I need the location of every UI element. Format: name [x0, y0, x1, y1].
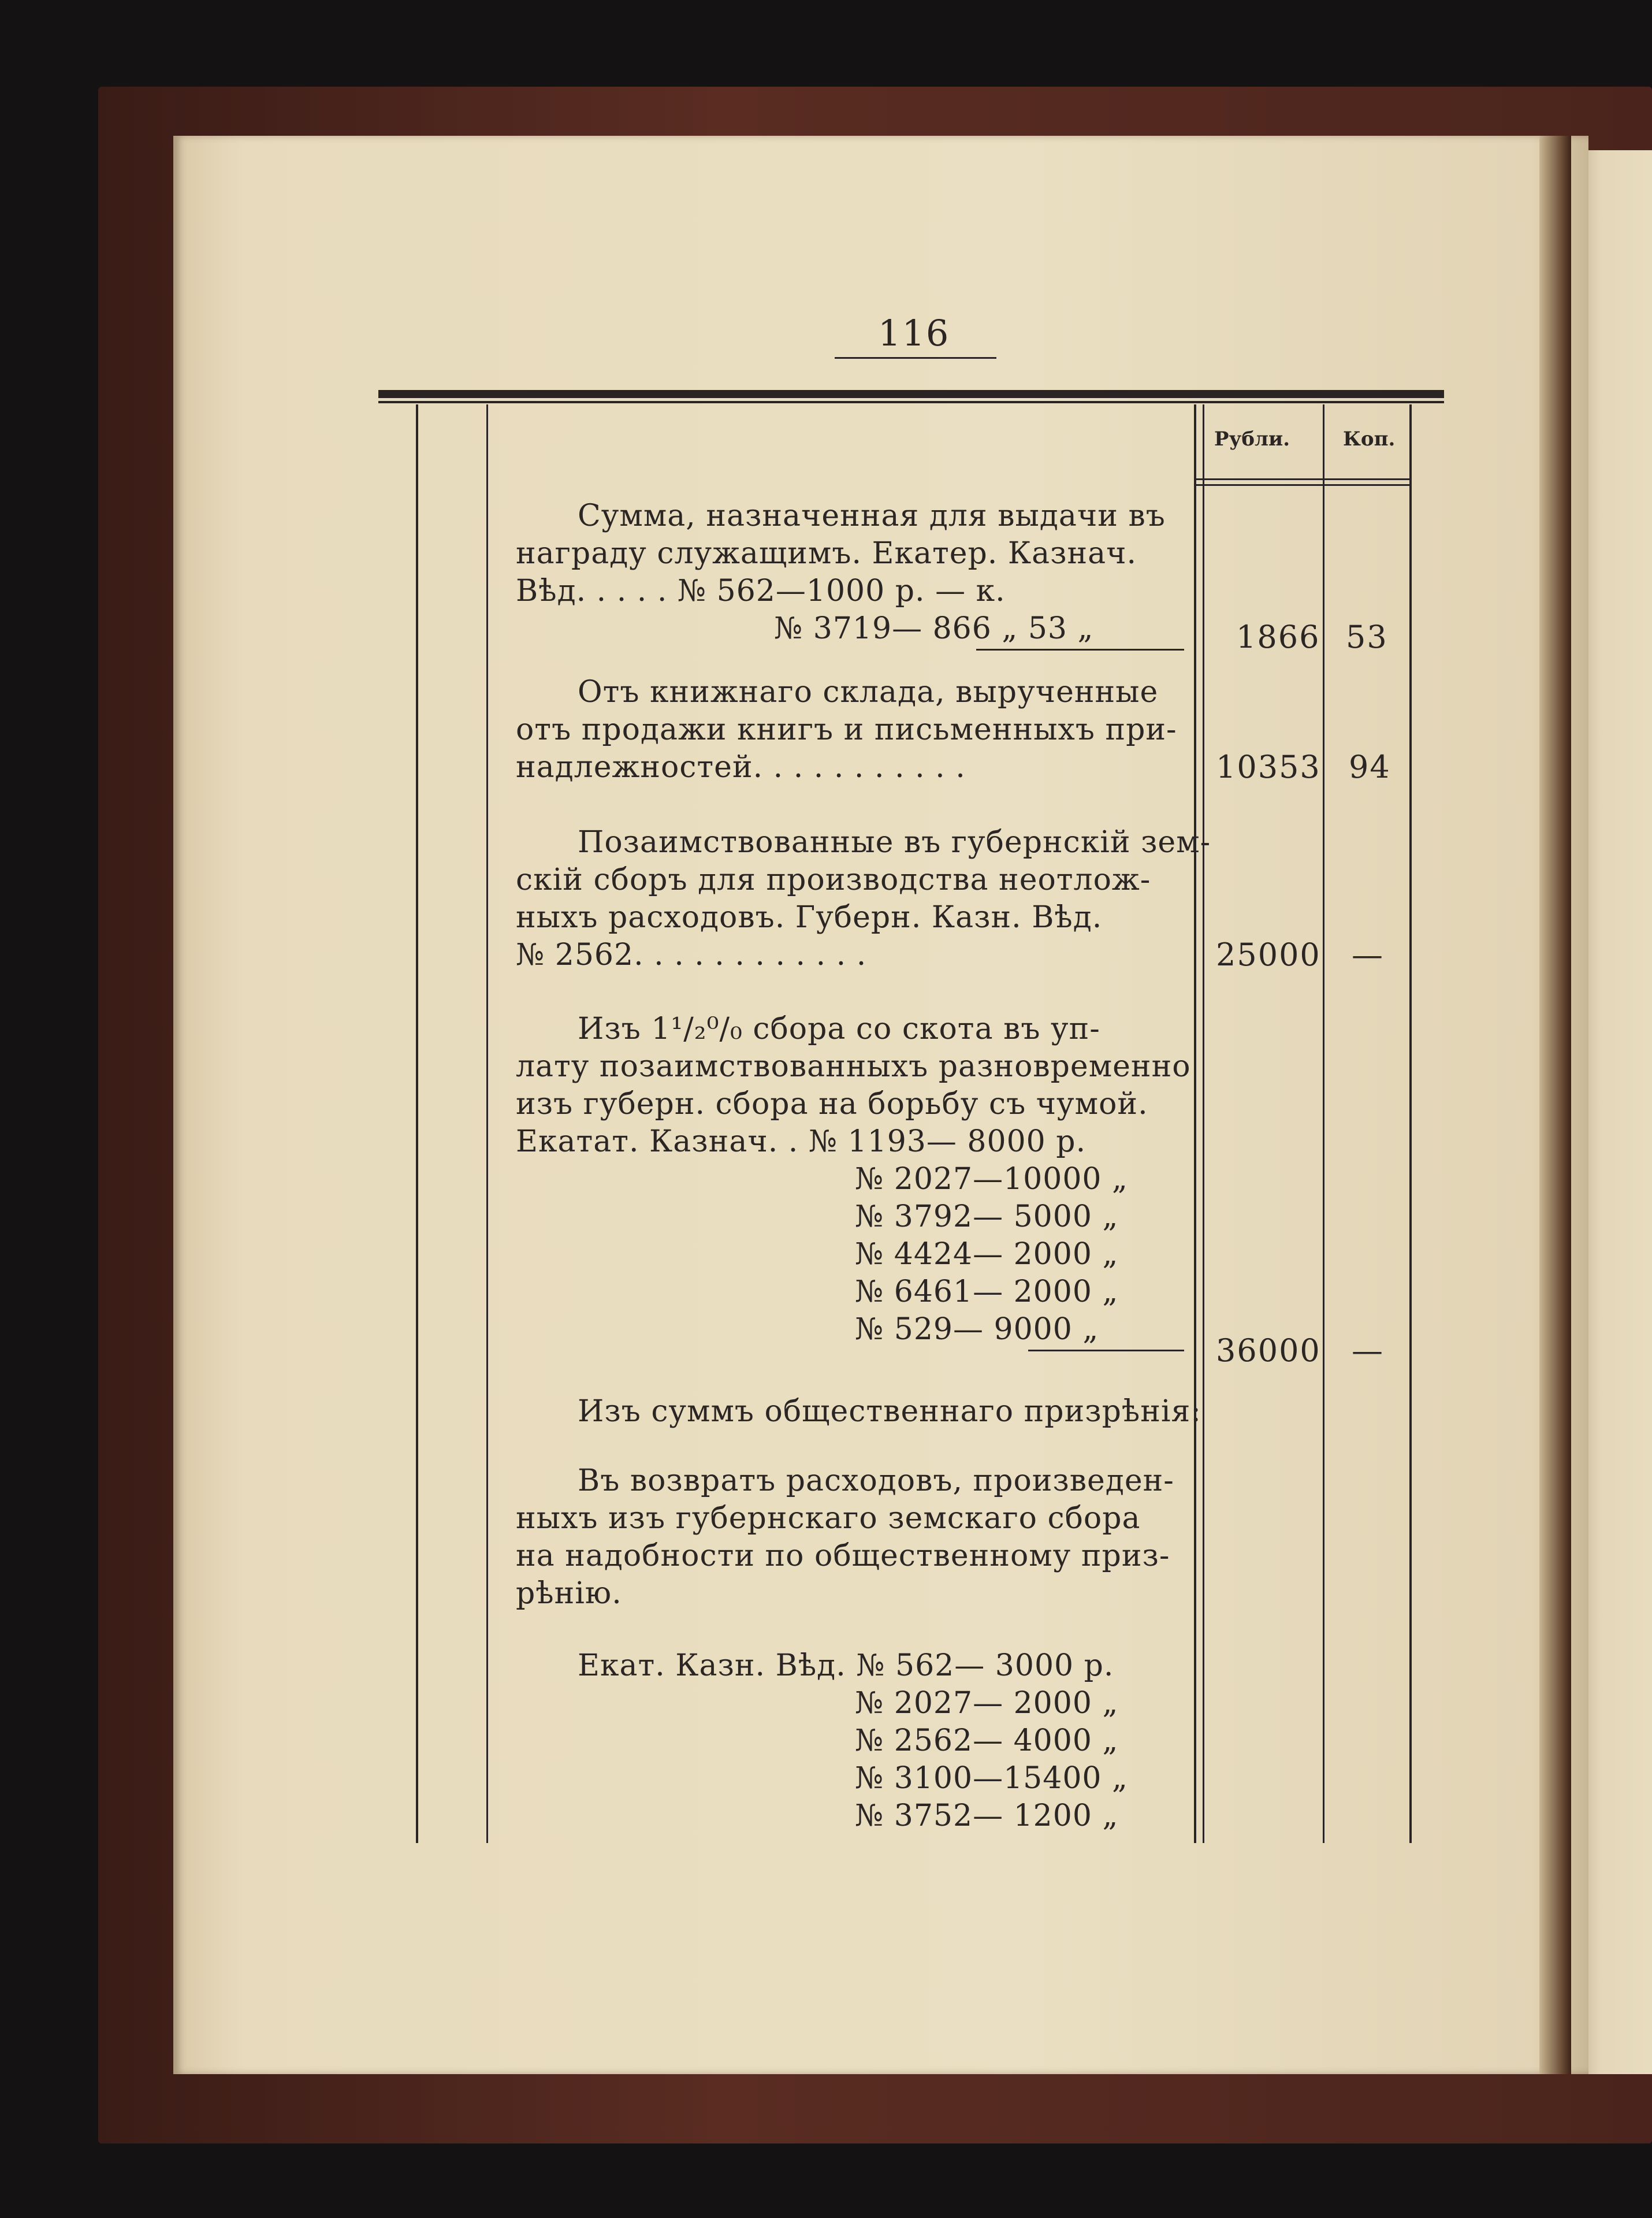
page-number-underline — [835, 357, 996, 359]
entry-5-line-3: на надобности по общественному приз- — [516, 1539, 1170, 1573]
entry-2-line-2: отъ продажи книгъ и письменныхъ при- — [516, 712, 1177, 747]
entry-3-line-1: Позаимствованные въ губернскій зем- — [578, 825, 1211, 860]
entry-4-line-9: № 529— 9000 „ — [855, 1312, 1099, 1347]
entry-4-rubles: 36000 — [1216, 1332, 1321, 1369]
entry-5-title: Изъ суммъ общественнаго призрѣнія: — [578, 1394, 1201, 1429]
entry-3-line-2: скій сборъ для производства неотлож- — [516, 863, 1151, 897]
entry-2-line-3: надлежностей. . . . . . . . . . . — [516, 750, 966, 785]
entry-4-line-6: № 3792— 5000 „ — [855, 1199, 1119, 1234]
table-right-border — [1409, 404, 1412, 1843]
rubles-col-border — [1194, 404, 1196, 1843]
entry-5-line-5: Екат. Казн. Вѣд. № 562— 3000 р. — [578, 1648, 1114, 1683]
entry-4-line-2: лату позаимствованныхъ разновременно — [516, 1049, 1191, 1084]
entry-5-line-8: № 3100—15400 „ — [855, 1761, 1128, 1796]
kopecks-col-border — [1323, 404, 1324, 1843]
rubles-col-border-2 — [1203, 404, 1204, 1843]
entry-1-rubles: 1866 — [1236, 619, 1320, 655]
kopecks-header: Коп. — [1343, 428, 1396, 451]
entry-5-line-6: № 2027— 2000 „ — [855, 1686, 1119, 1721]
entry-3-line-4: № 2562. . . . . . . . . . . . — [516, 938, 867, 972]
entry-4-line-4: Екатат. Казнач. . № 1193— 8000 р. — [516, 1124, 1087, 1159]
entry-1-sum-rule — [976, 649, 1184, 651]
entry-4-sum-rule — [1028, 1350, 1184, 1351]
header-rule — [1196, 478, 1411, 480]
entry-4-kopecks: — — [1352, 1332, 1384, 1369]
entry-4-line-5: № 2027—10000 „ — [855, 1162, 1128, 1197]
entry-3-kopecks: — — [1352, 937, 1384, 973]
book-gutter — [1539, 136, 1571, 2074]
header-rule-2 — [1196, 484, 1411, 486]
table-text-border — [486, 404, 488, 1843]
entry-3-line-3: ныхъ расходовъ. Губерн. Казн. Вѣд. — [516, 900, 1103, 935]
entry-5-line-4: рѣнію. — [516, 1576, 622, 1611]
entry-4-line-3: изъ губерн. сбора на борьбу съ чумой. — [516, 1087, 1148, 1121]
entry-5-line-9: № 3752— 1200 „ — [855, 1799, 1119, 1833]
entry-4-line-7: № 4424— 2000 „ — [855, 1237, 1119, 1272]
table-top-rule-thin — [378, 401, 1444, 403]
rubles-header: Рубли. — [1214, 428, 1290, 451]
entry-5-line-1: Въ возвратъ расходовъ, произведен- — [578, 1463, 1174, 1498]
entry-2-rubles: 10353 — [1216, 749, 1321, 785]
entry-1-line-3: Вѣд. . . . . № 562—1000 р. — к. — [516, 574, 1006, 608]
entry-5-line-7: № 2562— 4000 „ — [855, 1723, 1119, 1758]
entry-4-line-8: № 6461— 2000 „ — [855, 1275, 1119, 1309]
entry-4-line-1: Изъ 1¹/₂⁰/₀ сбора со скота въ уп- — [578, 1012, 1100, 1046]
entry-1-line-1: Сумма, назначенная для выдачи въ — [578, 499, 1166, 533]
entry-5-line-2: ныхъ изъ губернскаго земскаго сбора — [516, 1501, 1141, 1536]
entry-1-line-4: № 3719— 866 „ 53 „ — [774, 611, 1094, 646]
table-top-rule — [378, 390, 1444, 398]
entry-2-kopecks: 94 — [1349, 749, 1391, 785]
table-left-border — [416, 404, 418, 1843]
entry-3-rubles: 25000 — [1216, 937, 1321, 973]
page-number: 116 — [878, 312, 950, 354]
entry-1-line-2: награду служащимъ. Екатер. Казнач. — [516, 536, 1137, 571]
entry-1-kopecks: 53 — [1346, 619, 1388, 655]
entry-2-line-1: Отъ книжнаго склада, вырученные — [578, 675, 1159, 709]
